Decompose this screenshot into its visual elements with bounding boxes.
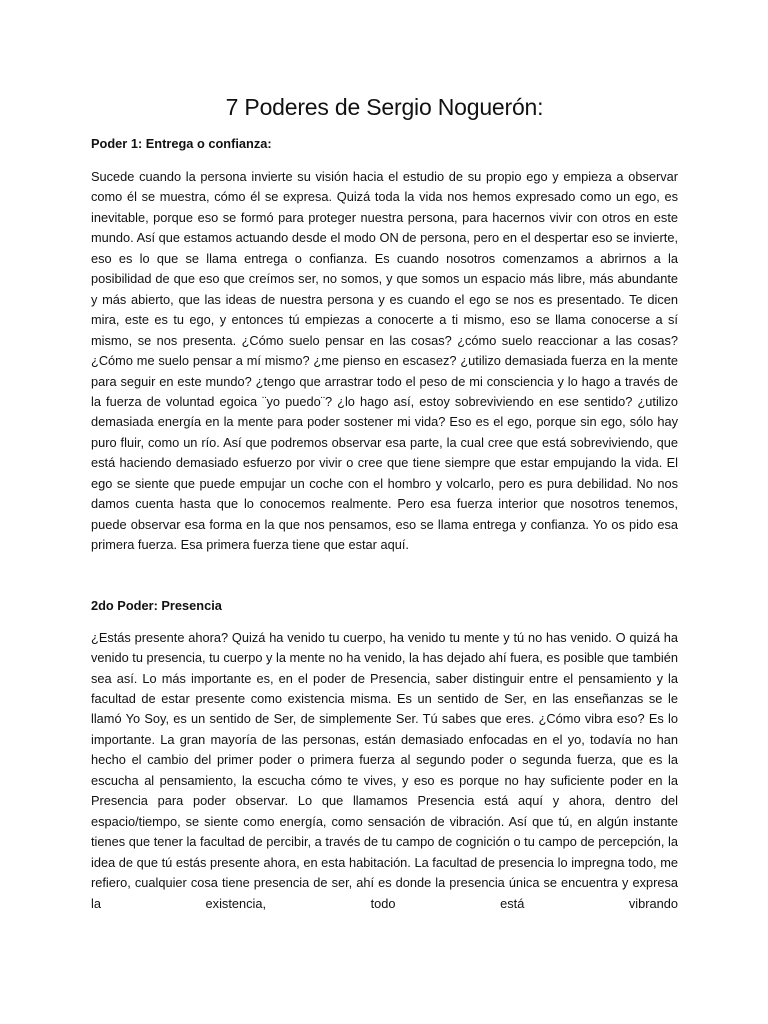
document-title: 7 Poderes de Sergio Noguerón: bbox=[225, 94, 544, 120]
section-body-poder-2: ¿Estás presente ahora? Quizá ha venido tu cuerpo, ha venido tu mente y tú no has venido. O quizá ha venido tu presencia, tu cuerpo y la mente no ha venido, la has dejado ahí fuera, es posible que también sea así. Lo más importante es, en el poder de Presencia, saber distinguir entre el pensamiento y la facultad de estar presente como existencia misma. Es un sentido de Ser, en las enseñanzas se le llamó Yo Soy, es un sentido de Ser, de simplemente Ser. Tú sabes que eres. ¿Cómo vibra eso? Es lo importante. La gran mayoría de las personas, están demasiado enfocadas en el yo, todavía no han hecho el cambio del primer poder o primera fuerza al segundo poder o segunda fuerza, que es la escucha al pensamiento, la escucha cómo te vives, y eso es porque no hay suficiente poder en la Presencia para poder observar. Lo que llamamos Presencia está aquí y ahora, dentro del espacio/tiempo, se siente como energía, como sensación de vibración. Así que tú, en algún instante tienes que tener la facultad de percibir, a través de tu campo de cognición o tu campo de percepción, la idea de que tú estás presente ahora, en esta habitación. La facultad de presencia lo impregna todo, me refiero, cualquier cosa tiene presencia de ser, ahí es donde la presencia única se encuentra y expresa la existencia, todo está vibrando bbox=[91, 629, 678, 911]
document-content bbox=[91, 92, 678, 914]
section-body-poder-1: Sucede cuando la persona invierte su visión hacia el estudio de su propio ego y empieza a observar como él se muestra, cómo él se expresa. Quizá toda la vida nos hemos expresado como un ego, es inevitable, porque eso se formó para proteger nuestra persona, para hacernos vivir con otros en este mundo. Así que estamos actuando desde el modo ON de persona, pero en el despertar eso se invierte, eso es lo que se llama entrega o confianza. Es cuando nosotros comenzamos a abrirnos a la posibilidad de que eso que creímos ser, no somos, y que somos un espacio más libre, más abundante y más abierto, que las ideas de nuestra persona y es cuando el ego se nos es presentado. Te dicen mira, este es tu ego, y entonces tú empiezas a conocerte a ti mismo, eso se llama conocerse a sí mismo, se nos presenta. ¿Cómo suelo pensar en las cosas? ¿cómo suelo reaccionar a las cosas? ¿Cómo me suelo pensar a mí mismo? ¿me pienso en escasez? ¿utilizo demasiada fuerza en la mente para seguir en este mundo? ¿tengo que arrastrar todo el peso de mi consciencia y lo hago a través de la fuerza de voluntad egoica ¨yo puedo¨? ¿lo hago así, estoy sobreviviendo en ese sentido? ¿utilizo demasiada energía en la mente para poder sostener mi vida? Eso es el ego, porque sin ego, sólo hay puro fluir, como un río. Así que podremos observar esa parte, la cual cree que está sobreviviendo, que está haciendo demasiado esfuerzo por vivir o cree que tiene siempre que estar empujando la vida. El ego se siente que puede empujar un coche con el hombro y volcarlo, pero es pura debilidad. No nos damos cuenta hasta que lo conocemos realmente. Pero esa fuerza interior que nosotros tenemos, puede observar esa forma en la que nos pensamos, eso se llama entrega y confianza. Yo os pido esa primera fuerza. Esa primera fuerza tiene que estar aquí. bbox=[91, 169, 678, 553]
section-heading-poder-1: Poder 1: Entrega o confianza: bbox=[91, 136, 272, 151]
section-heading-poder-2: 2do Poder: Presencia bbox=[91, 597, 222, 613]
